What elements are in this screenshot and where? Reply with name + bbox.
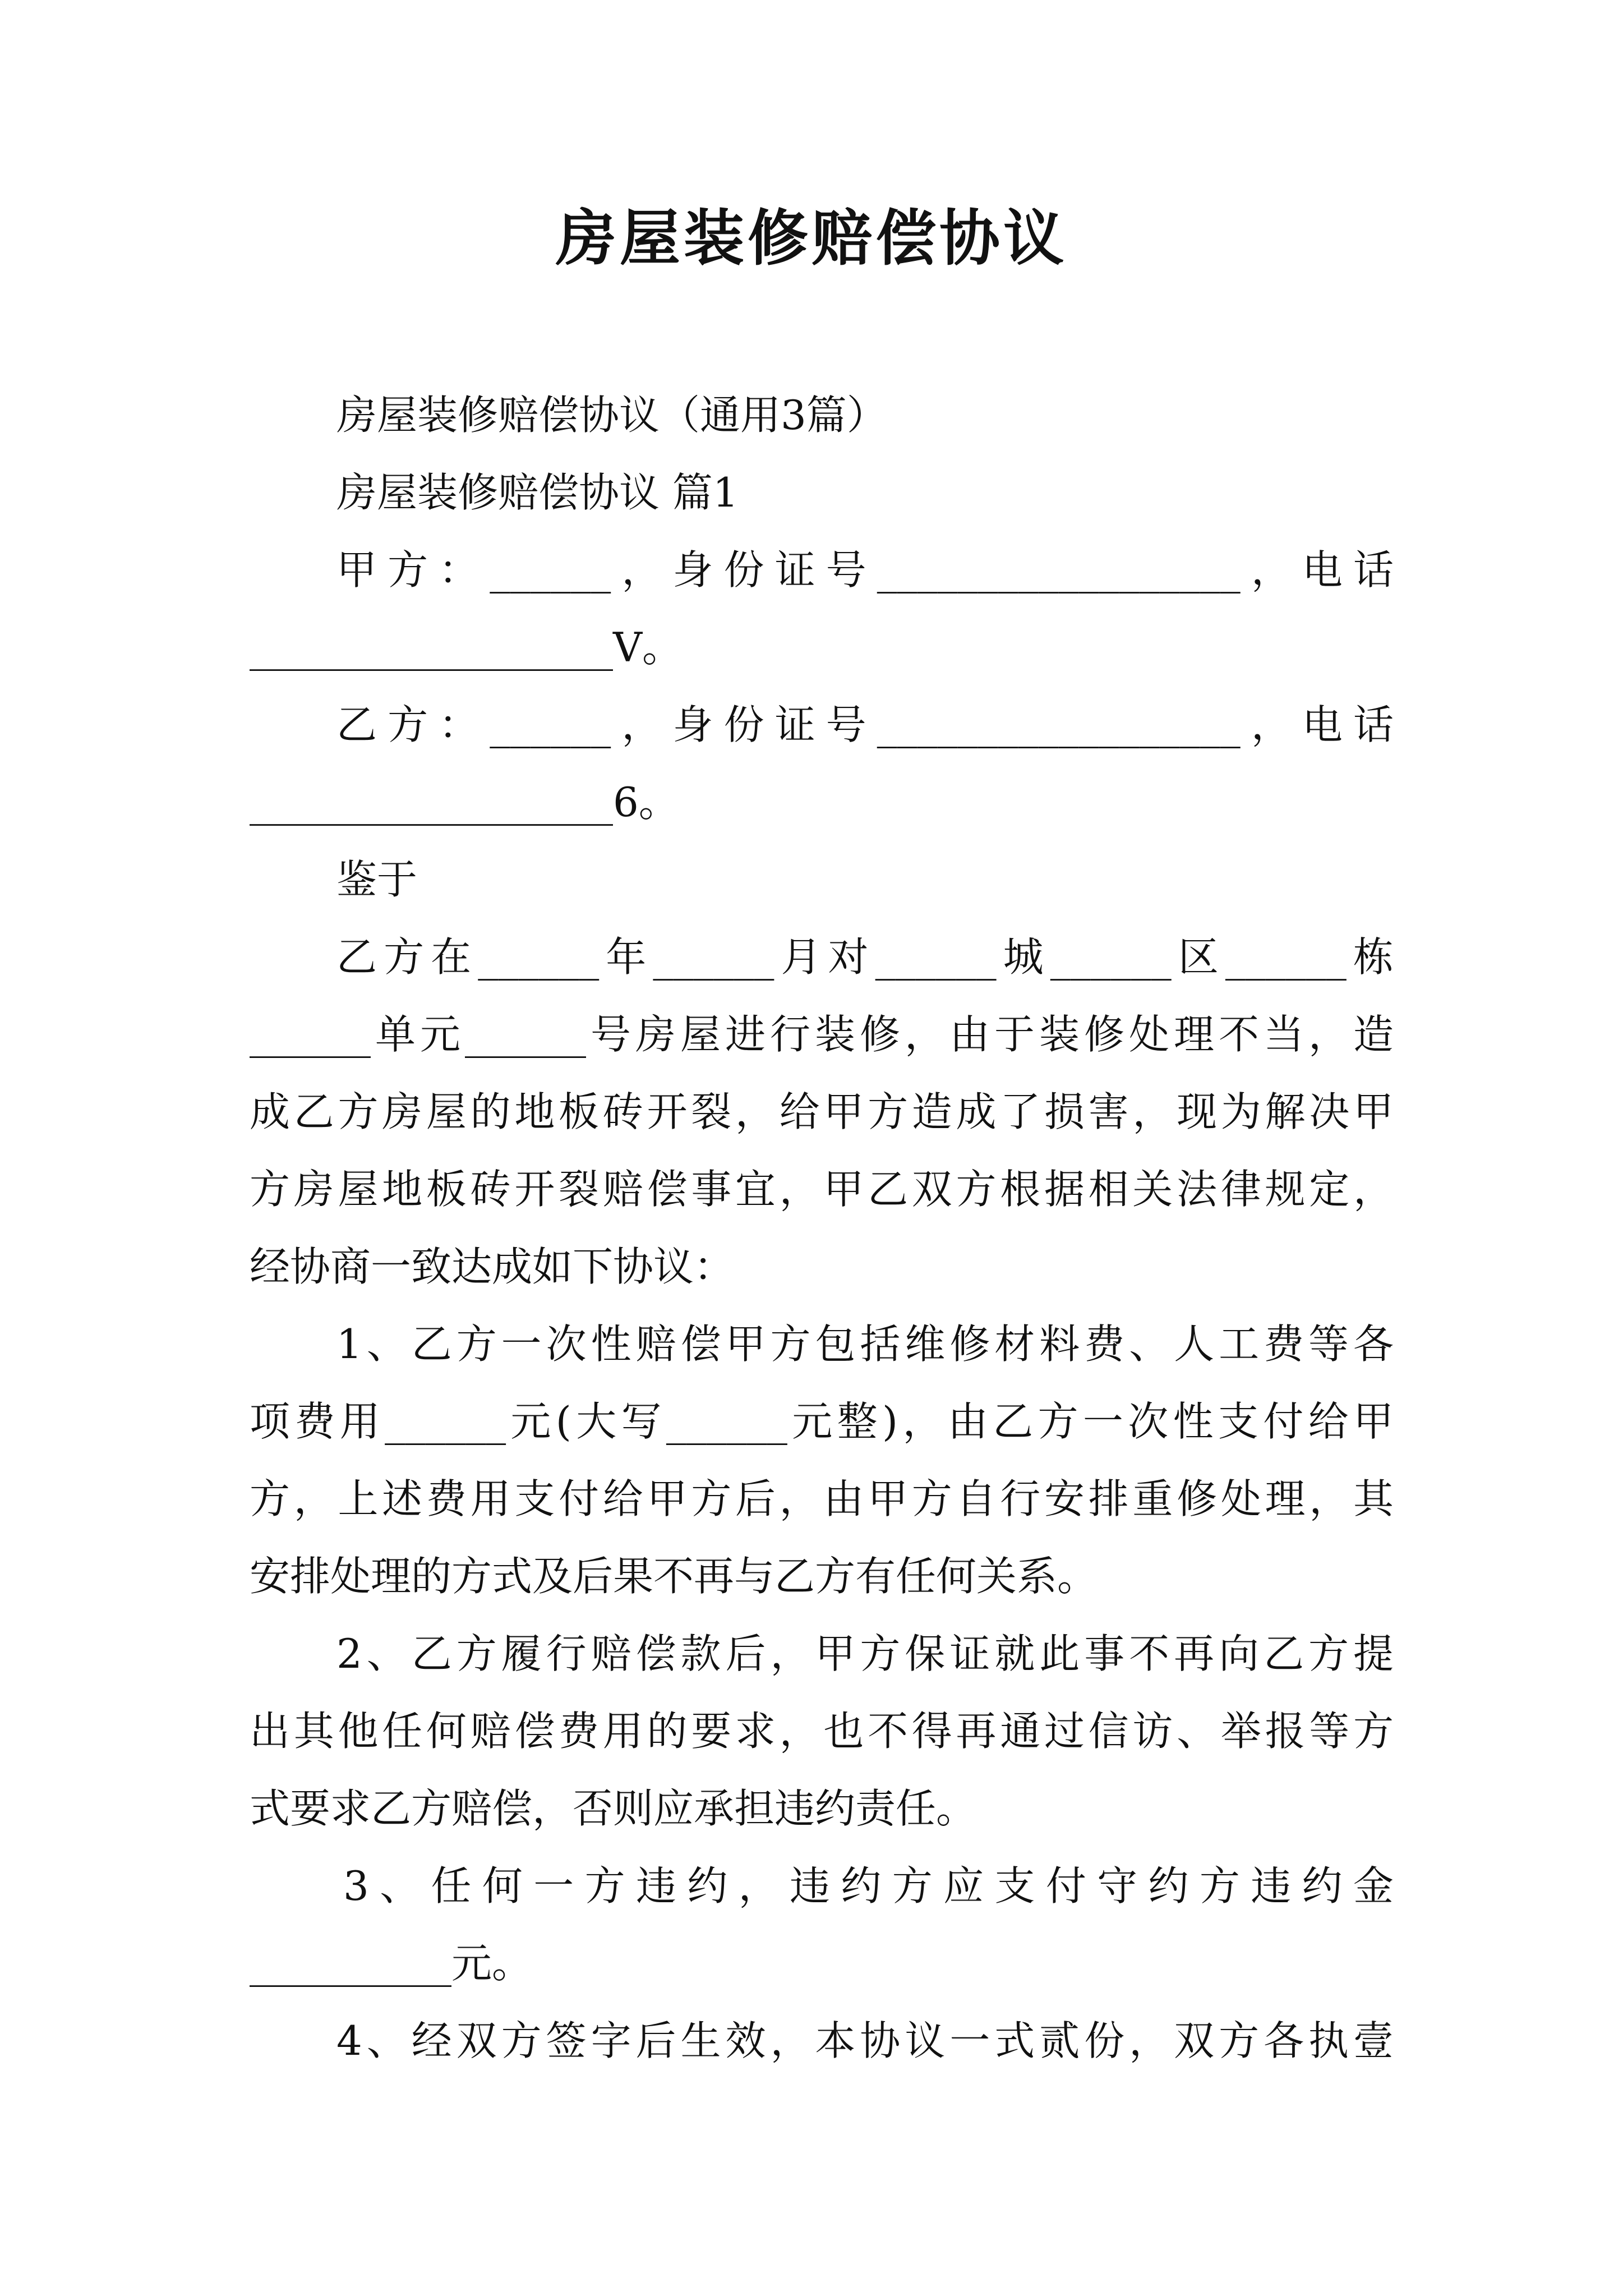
party-a-line-1: 甲方：______，身份证号__________________，电话 [336, 546, 1394, 593]
document-subtitle: 房屋装修赔偿协议（通用3篇） [336, 392, 887, 439]
paragraph-1-line-3: 成乙方房屋的地板砖开裂，给甲方造成了损害，现为解决甲 [250, 1088, 1394, 1135]
clause-2-line-1: 2、乙方履行赔偿款后，甲方保证就此事不再向乙方提 [336, 1630, 1394, 1677]
clause-2-line-2: 出其他任何赔偿费用的要求，也不得再通过信访、举报等方 [250, 1708, 1394, 1755]
party-b-line-1: 乙方：______，身份证号__________________，电话 [336, 701, 1394, 748]
paragraph-1-line-2: ______单元______号房屋进行装修，由于装修处理不当，造 [250, 1011, 1394, 1058]
document-title: 房屋装修赔偿协议 [555, 203, 1067, 274]
clause-1-line-3: 方，上述费用支付给甲方后，由甲方自行安排重修处理，其 [250, 1475, 1394, 1522]
section-heading: 房屋装修赔偿协议 篇1 [336, 469, 739, 516]
party-b-line-2: __________________6。 [250, 779, 679, 826]
paragraph-1-line-1: 乙方在______年______月对______城______区______栋 [336, 933, 1394, 981]
clause-1-line-1: 1、乙方一次性赔偿甲方包括维修材料费、人工费等各 [336, 1320, 1394, 1368]
party-a-line-2: __________________V。 [250, 624, 683, 671]
paragraph-1-line-4: 方房屋地板砖开裂赔偿事宜，甲乙双方根据相关法律规定， [250, 1166, 1394, 1213]
clause-1-line-2: 项费用______元(大写______元整)，由乙方一次性支付给甲 [250, 1398, 1394, 1445]
clause-2-line-3: 式要求乙方赔偿，否则应承担违约责任。 [250, 1785, 977, 1832]
clause-1-line-4: 安排处理的方式及后果不再与乙方有任何关系。 [250, 1553, 1098, 1600]
clause-3-line-1: 3、任何一方违约，违约方应支付守约方违约金 [343, 1862, 1394, 1910]
paragraph-1-line-5: 经协商一致达成如下协议： [250, 1243, 735, 1290]
clause-4-line-1: 4、经双方签字后生效，本协议一式贰份，双方各执壹 [336, 2017, 1394, 2064]
clause-3-line-2: __________元。 [250, 1940, 533, 1987]
whereas-heading: 鉴于 [336, 856, 418, 903]
